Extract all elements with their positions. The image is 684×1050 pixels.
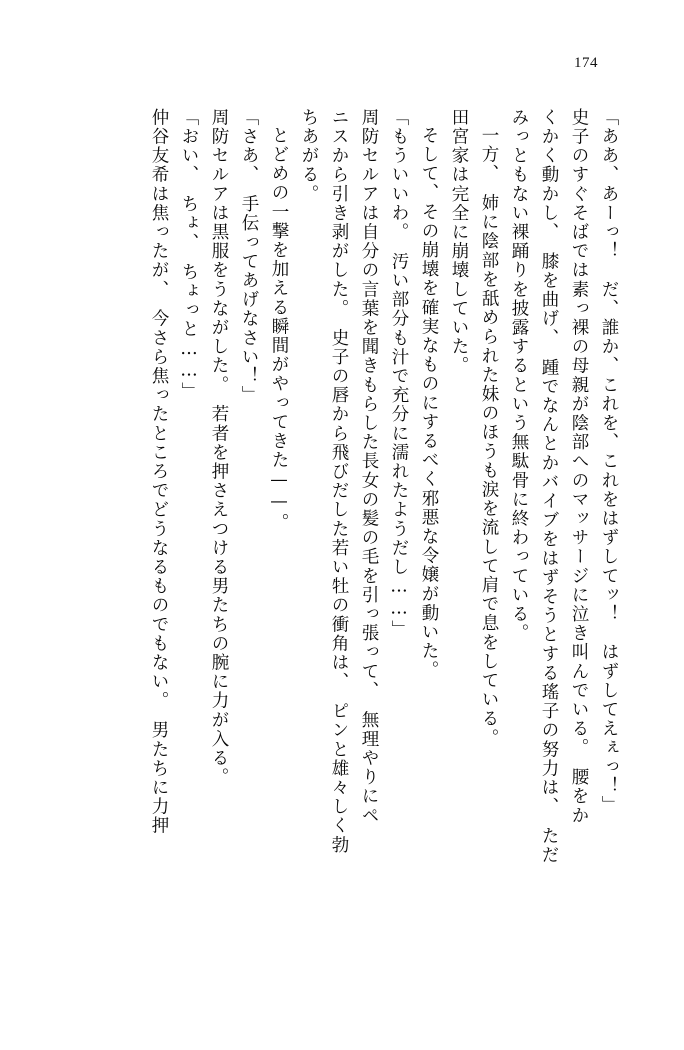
text-line: 「おい、 ちょ、 ちょっと……」 [179, 108, 199, 402]
text-line: そして、その崩壊を確実なものにするべく邪悪な令嬢が動いた。 [419, 126, 439, 680]
text-line: 田宮家は完全に崩壊していた。 [449, 108, 469, 376]
text-line: 「ああ、あーっ！ だ、誰か、これを、これをはずしてッ！ はずしてえぇっ！」 [599, 108, 619, 815]
text-line: 「さあ、 手伝ってあげなさい！」 [239, 108, 259, 405]
text-line: みっともない裸踊りを披露するという無駄骨に終わっている。 [509, 108, 529, 643]
text-line: 仲谷友希は焦ったが、 今さら焦ったところでどうなるものでもない。 男たちに力押 [149, 108, 169, 836]
text-line: とどめの一撃を加える瞬間がやってきた——。 [269, 126, 289, 533]
page-number: 174 [574, 55, 598, 71]
text-line: ニスから引き剥がした。 史子の唇から飛びだした若い牡の衝角は、 ピンと雄々しく勃 [329, 108, 349, 855]
body-text [58, 108, 624, 988]
text-line: 周防セルアは黒服をうながした。 若者を押さえつける男たちの腕に力が入る。 [209, 108, 229, 787]
text-line: 「もういいわ。 汚い部分も汁で充分に濡れたようだし……」 [389, 108, 409, 640]
text-line: くかく動かし、 膝を曲げ、 踵でなんとかバイブをはずそうとする瑤子の努力は、 ただ [539, 108, 559, 865]
text-line: 周防セルアは自分の言葉を聞きもらした長女の髪の毛を引っ張って、 無理やりにペ [359, 108, 379, 826]
text-line: ちあがる。 [299, 108, 319, 204]
text-line: 史子のすぐそばでは素っ裸の母親が陰部へのマッサージに泣き叫んでいる。 腰をか [569, 108, 589, 826]
text-line: 一方、 姉に陰部を舐められた妹のほうも涙を流して肩で息をしている。 [479, 126, 499, 748]
